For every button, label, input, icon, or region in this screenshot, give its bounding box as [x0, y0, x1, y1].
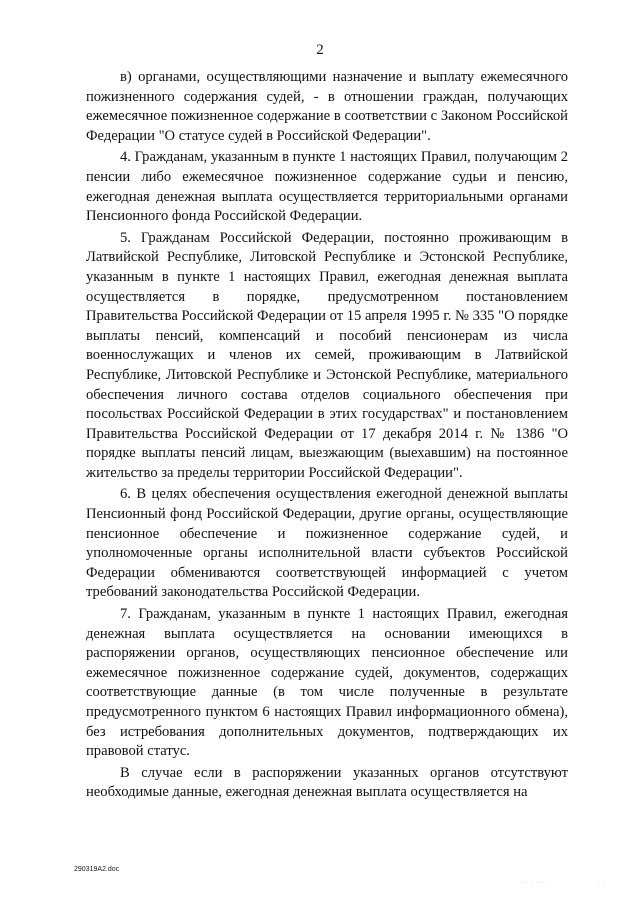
paragraph-5: 5. Гражданам Российской Федерации, постоянно проживающим в Латвийской Республике, Литовской Республике и Эстонской Республике, указанным в пункте 1 настоящих Правил, ежегодная денежная выплата осуществляется в порядке, предусмотренном постановлением Правительства Российской Федерации от 15 апреля 1995 г. № 335 "О порядке выплаты пенсий, компенсаций и пособий пенсионерам из числа военнослужащих и членов их семей, проживающим в Латвийской Республике, Литовской Республике и Эстонской Республике, материального обеспечения личного состава отделов социального обеспечения при посольствах Российской Федерации в этих государствах" и постановлением Правительства Российской Федерации от 17 декабря 2014 г. № 1386 "О порядке выплаты пенсий лицам, выезжающим (выехавшим) на постоянное жительство за пределы территории Российской Федерации". — [86, 229, 568, 481]
scan-mark-left: · · · · · · — [520, 880, 552, 886]
paragraph-4: 4. Гражданам, указанным в пункте 1 настоящих Правил, получающим 2 пенсии либо ежемесячное пожизненное содержание судьи и пенсию, ежегодная денежная выплата осуществляется территориальными органами Пенсионного фонда Российской Федерации. — [86, 149, 568, 225]
paragraph-3v: в) органами, осуществляющими назначение и выплату ежемесячного пожизненного содержания судей, - в отношении граждан, получающих ежемесячное пожизненное содержание в соответствии с Законом Российской Федерации "О статусе судей в Российской Федерации". — [86, 69, 568, 144]
paragraph-7: 7. Гражданам, указанным в пункте 1 настоящих Правил, ежегодная денежная выплата осуществляется на основании имеющихся в распоряжении органов, осуществляющих пенсионное обеспечение или ежемесячное пожизненное содержание судей, документов, содержащих соответствующие данные (в том числе полученные в результате предусмотренного пунктом 6 настоящих Правил информационного обмена), без истребования дополнительных документов, подтверждающих их правовой статус. — [86, 606, 568, 760]
paragraph-6: 6. В целях обеспечения осуществления ежегодной денежной выплаты Пенсионный фонд Российской Федерации, другие органы, осуществляющие пенсионное обеспечение и пожизненное содержание судей, и уполномоченные органы исполнительной власти субъектов Российской Федерации обмениваются соответствующей информацией с учетом требований законодательства Российской Федерации. — [86, 486, 568, 601]
scan-mark-right: · · — [598, 880, 607, 886]
footer-file-id: 290319A2.doc — [74, 866, 120, 873]
paragraph-7-continuation: В случае если в распоряжении указанных органов отсутствуют необходимые данные, ежегодная денежная выплата осуществляется на — [86, 764, 568, 801]
document-body — [86, 68, 568, 805]
page-number: 2 — [316, 42, 324, 58]
